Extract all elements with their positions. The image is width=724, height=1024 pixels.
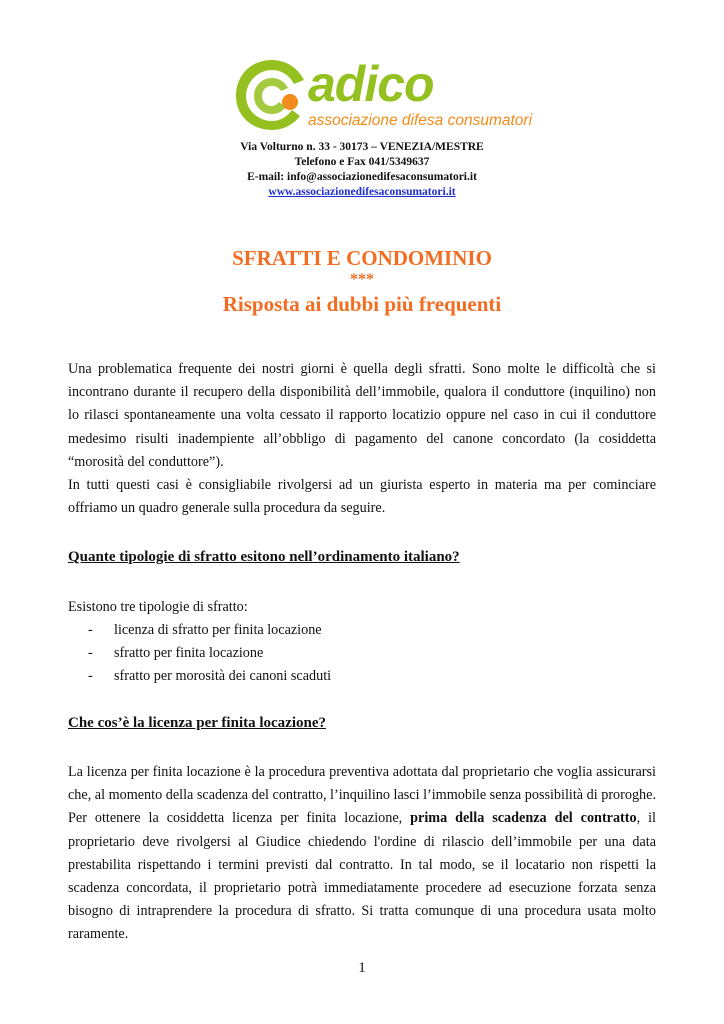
section-heading-licenza: Che cos’è la licenza per finita locazione? (68, 715, 327, 731)
intro-section (68, 358, 656, 520)
logo-wordmark: adico (308, 56, 434, 112)
title-separator: *** (350, 271, 374, 288)
adico-logo (232, 54, 533, 136)
list-item: - licenza di sfratto per finita locazione (88, 622, 322, 638)
logo-tagline: associazione difesa consumatori (308, 112, 533, 129)
bold-emphasis: prima della scadenza del contratto (410, 810, 637, 827)
section1-lead: Esistono tre tipologie di sfratto: (68, 599, 248, 615)
list-item: - sfratto per finita locazione (88, 645, 264, 662)
page-number: 1 (358, 960, 366, 976)
intro-paragraph-1: Una problematica frequente dei nostri giorni è quella degli sfratti. Sono molte le difficoltà che si incontrano durante il recupero della disponibilità dell’immobile, qualora il conduttore (inquilino) non lo rilasci spontaneamente una volta cessato il rapporto locatizio oppure nel caso in cui il conduttore medesimo risulti inadempiente all’obbligo di pagamento del canone concordato (la cosiddetta “morosità del conduttore”). (68, 361, 656, 470)
licenza-paragraph: La licenza per finita locazione è la procedura preventiva adottata dal proprietario che voglia assicurarsi che, al momento della scadenza del contratto, l’inquilino lasci l’immobile senza possibilità di proroghe. Per ottenere la cosiddetta licenza per finita locazione, prima della scadenza del contratto, il proprietario deve rivolgersi al Giudice chiedendo l'ordine di rilascio dell’immobile per una data prestabilita rispettando i termini previsti dal contratto. In tal modo, se il locatario non rispetti la scadenza concordata, il proprietario potrà immediatamente procedere ad esecuzione forzata senza bisogno di intraprendere la procedura di sfratto. Si tratta comunque di una procedura usata molto raramente. (68, 764, 656, 943)
list-item: - sfratto per morosità dei canoni scaduti (88, 668, 332, 685)
website-link[interactable]: www.associazionedifesaconsumatori.it (268, 186, 456, 198)
logo-swirl-icon (232, 54, 312, 136)
page-subtitle: Risposta ai dubbi più frequenti (222, 292, 502, 316)
section-heading-tipologie: Quante tipologie di sfratto esitono nell’ordinamento italiano? (68, 549, 460, 565)
address-line: Via Volturno n. 33 - 30173 – VENEZIA/MESTRE (240, 141, 484, 153)
contact-header (0, 140, 724, 200)
intro-paragraph-2: In tutti questi casi è consigliabile rivolgersi ad un giurista esperto in materia ma per cominciare offriamo un quadro generale sulla procedura da seguire. (68, 477, 656, 517)
title-block (0, 244, 724, 320)
email-line: E-mail: info@associazionedifesaconsumatori.it (247, 171, 477, 183)
phone-line: Telefono e Fax 041/5349637 (294, 156, 430, 168)
sfratto-types-list (68, 619, 656, 689)
page-title: SFRATTI E CONDOMINIO (232, 246, 492, 270)
